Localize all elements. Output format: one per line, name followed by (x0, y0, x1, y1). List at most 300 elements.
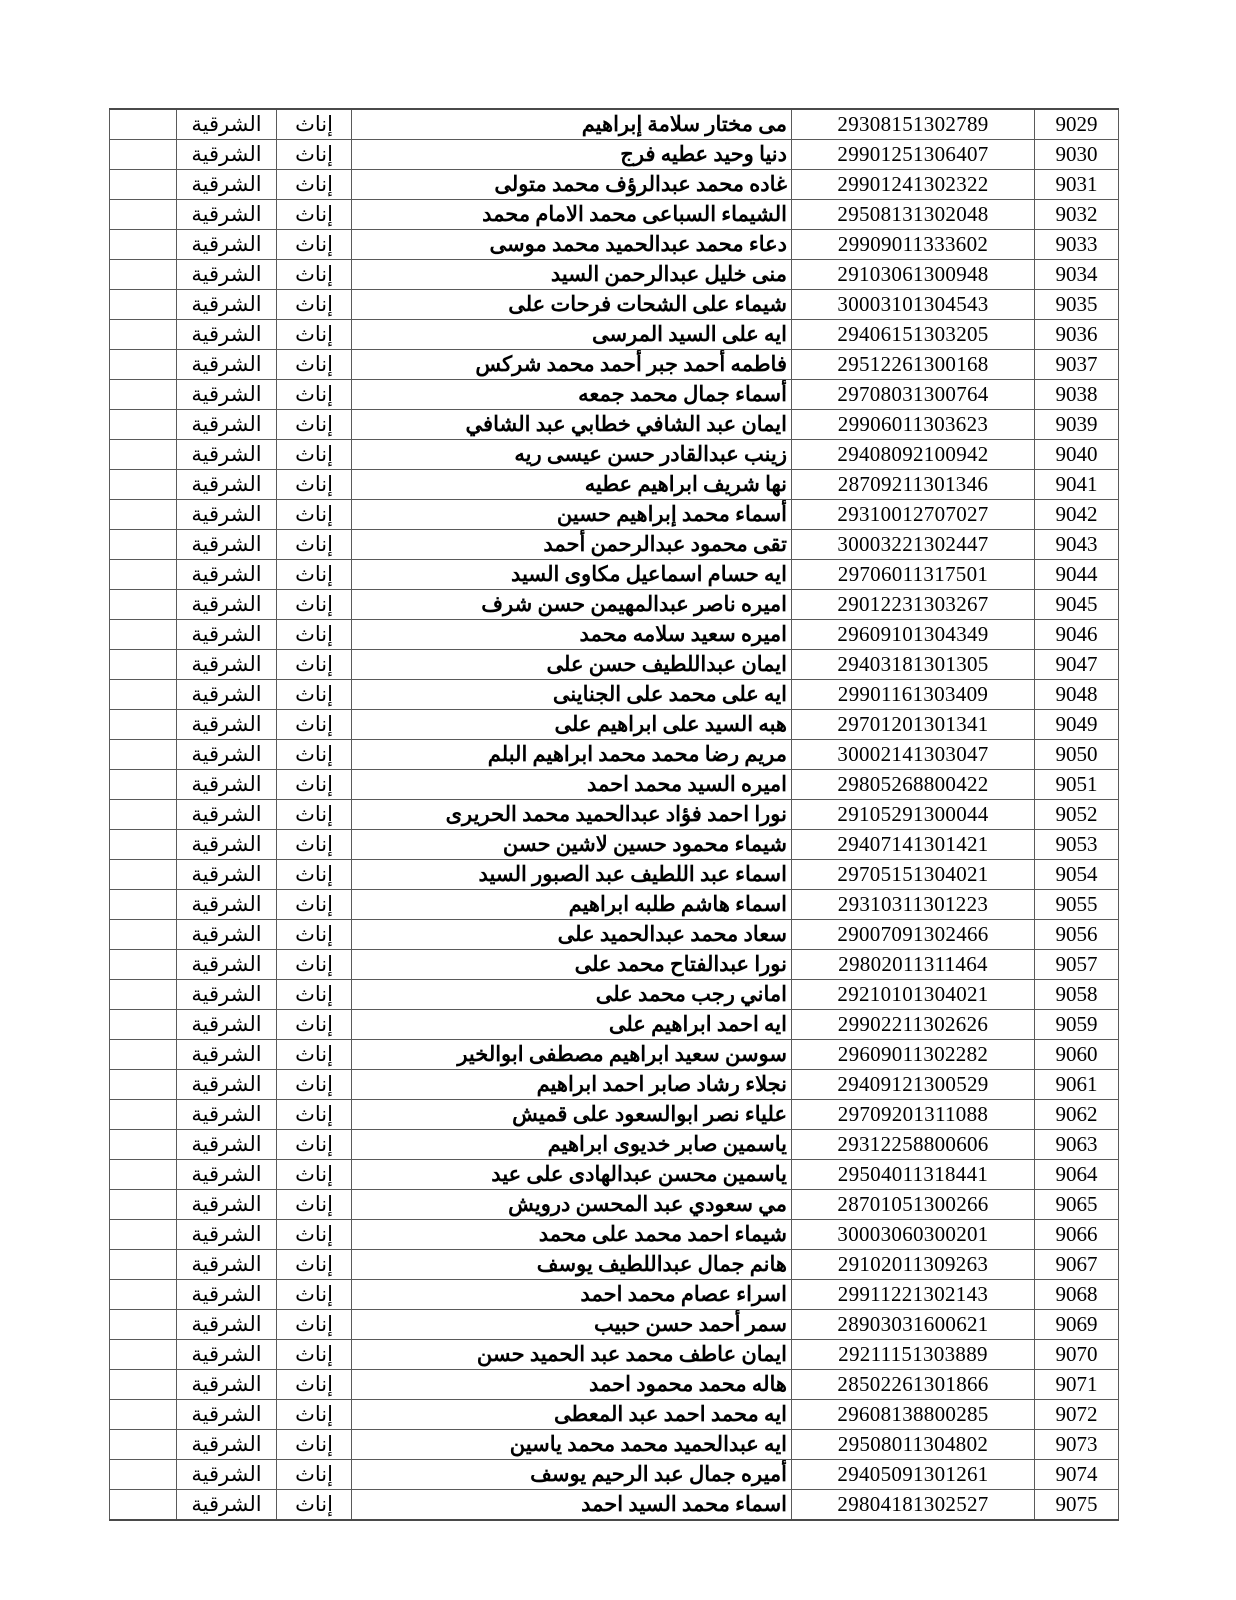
governorate-cell: الشرقية (177, 1400, 277, 1430)
blank-cell (110, 860, 177, 890)
governorate-cell: الشرقية (177, 1310, 277, 1340)
sequence-number-cell: 9049 (1035, 710, 1119, 740)
full-name-cell: دعاء محمد عبدالحميد محمد موسى (352, 230, 792, 260)
national-id-cell: 29901241302322 (792, 170, 1035, 200)
governorate-cell: الشرقية (177, 1130, 277, 1160)
blank-cell (110, 1280, 177, 1310)
table-row (110, 440, 1119, 470)
full-name-cell: أسماء جمال محمد جمعه (352, 380, 792, 410)
table-row (110, 470, 1119, 500)
national-id-cell: 29508011304802 (792, 1430, 1035, 1460)
sequence-number-cell: 9043 (1035, 530, 1119, 560)
blank-cell (110, 680, 177, 710)
gender-cell: إناث (277, 1400, 352, 1430)
full-name-cell: فاطمه أحمد جبر أحمد محمد شركس (352, 350, 792, 380)
governorate-cell: الشرقية (177, 350, 277, 380)
blank-cell (110, 980, 177, 1010)
blank-cell (110, 500, 177, 530)
gender-cell: إناث (277, 1460, 352, 1490)
national-id-cell: 29308151302789 (792, 109, 1035, 140)
national-id-cell: 29901161303409 (792, 680, 1035, 710)
gender-cell: إناث (277, 680, 352, 710)
full-name-cell: ايه على السيد المرسى (352, 320, 792, 350)
gender-cell: إناث (277, 1100, 352, 1130)
national-id-cell: 28903031600621 (792, 1310, 1035, 1340)
blank-cell (110, 710, 177, 740)
sequence-number-cell: 9058 (1035, 980, 1119, 1010)
governorate-cell: الشرقية (177, 500, 277, 530)
national-id-cell: 29407141301421 (792, 830, 1035, 860)
table-row (110, 1190, 1119, 1220)
table-row (110, 170, 1119, 200)
table-row (110, 140, 1119, 170)
governorate-cell: الشرقية (177, 230, 277, 260)
sequence-number-cell: 9037 (1035, 350, 1119, 380)
national-id-cell: 29211151303889 (792, 1340, 1035, 1370)
national-id-cell: 28701051300266 (792, 1190, 1035, 1220)
national-id-cell: 29609011302282 (792, 1040, 1035, 1070)
table-row (110, 980, 1119, 1010)
table-row (110, 1220, 1119, 1250)
national-id-cell: 29512261300168 (792, 350, 1035, 380)
table-row (110, 620, 1119, 650)
governorate-cell: الشرقية (177, 590, 277, 620)
governorate-cell: الشرقية (177, 140, 277, 170)
blank-cell (110, 440, 177, 470)
sequence-number-cell: 9036 (1035, 320, 1119, 350)
blank-cell (110, 1040, 177, 1070)
gender-cell: إناث (277, 1250, 352, 1280)
governorate-cell: الشرقية (177, 650, 277, 680)
full-name-cell: نجلاء رشاد صابر احمد ابراهيم (352, 1070, 792, 1100)
records-table-body (110, 109, 1119, 1520)
governorate-cell: الشرقية (177, 1340, 277, 1370)
full-name-cell: اسماء هاشم طلبه ابراهيم (352, 890, 792, 920)
blank-cell (110, 590, 177, 620)
governorate-cell: الشرقية (177, 320, 277, 350)
full-name-cell: نورا احمد فؤاد عبدالحميد محمد الحريرى (352, 800, 792, 830)
sequence-number-cell: 9032 (1035, 200, 1119, 230)
gender-cell: إناث (277, 560, 352, 590)
governorate-cell: الشرقية (177, 800, 277, 830)
blank-cell (110, 200, 177, 230)
full-name-cell: أميره جمال عبد الرحيم يوسف (352, 1460, 792, 1490)
sequence-number-cell: 9039 (1035, 410, 1119, 440)
table-row (110, 530, 1119, 560)
table-row (110, 1160, 1119, 1190)
national-id-cell: 29802011311464 (792, 950, 1035, 980)
blank-cell (110, 650, 177, 680)
full-name-cell: ايمان عبداللطيف حسن على (352, 650, 792, 680)
gender-cell: إناث (277, 350, 352, 380)
national-id-cell: 28502261301866 (792, 1370, 1035, 1400)
gender-cell: إناث (277, 200, 352, 230)
full-name-cell: ياسمين محسن عبدالهادى على عيد (352, 1160, 792, 1190)
gender-cell: إناث (277, 290, 352, 320)
governorate-cell: الشرقية (177, 890, 277, 920)
national-id-cell: 29405091301261 (792, 1460, 1035, 1490)
gender-cell: إناث (277, 890, 352, 920)
national-id-cell: 29911221302143 (792, 1280, 1035, 1310)
blank-cell (110, 1430, 177, 1460)
table-row (110, 1310, 1119, 1340)
table-row (110, 1280, 1119, 1310)
sequence-number-cell: 9067 (1035, 1250, 1119, 1280)
gender-cell: إناث (277, 530, 352, 560)
sequence-number-cell: 9064 (1035, 1160, 1119, 1190)
blank-cell (110, 950, 177, 980)
sequence-number-cell: 9060 (1035, 1040, 1119, 1070)
national-id-cell: 29102011309263 (792, 1250, 1035, 1280)
national-id-cell: 29906011303623 (792, 410, 1035, 440)
sequence-number-cell: 9066 (1035, 1220, 1119, 1250)
gender-cell: إناث (277, 470, 352, 500)
national-id-cell: 29909011333602 (792, 230, 1035, 260)
national-id-cell: 29901251306407 (792, 140, 1035, 170)
national-id-cell: 28709211301346 (792, 470, 1035, 500)
full-name-cell: ايه على محمد على الجناينى (352, 680, 792, 710)
gender-cell: إناث (277, 710, 352, 740)
gender-cell: إناث (277, 920, 352, 950)
table-row (110, 710, 1119, 740)
governorate-cell: الشرقية (177, 740, 277, 770)
governorate-cell: الشرقية (177, 860, 277, 890)
national-id-cell: 29105291300044 (792, 800, 1035, 830)
full-name-cell: اماني رجب محمد على (352, 980, 792, 1010)
blank-cell (110, 560, 177, 590)
full-name-cell: ايمان عاطف محمد عبد الحميد حسن (352, 1340, 792, 1370)
blank-cell (110, 1340, 177, 1370)
gender-cell: إناث (277, 109, 352, 140)
blank-cell (110, 140, 177, 170)
table-row (110, 890, 1119, 920)
national-id-cell: 29409121300529 (792, 1070, 1035, 1100)
sequence-number-cell: 9059 (1035, 1010, 1119, 1040)
governorate-cell: الشرقية (177, 710, 277, 740)
national-id-cell: 29103061300948 (792, 260, 1035, 290)
full-name-cell: هاله محمد محمود احمد (352, 1370, 792, 1400)
table-row (110, 860, 1119, 890)
gender-cell: إناث (277, 440, 352, 470)
sequence-number-cell: 9070 (1035, 1340, 1119, 1370)
table-row (110, 740, 1119, 770)
gender-cell: إناث (277, 500, 352, 530)
blank-cell (110, 800, 177, 830)
sequence-number-cell: 9055 (1035, 890, 1119, 920)
blank-cell (110, 1400, 177, 1430)
table-row (110, 410, 1119, 440)
table-row (110, 500, 1119, 530)
blank-cell (110, 1070, 177, 1100)
governorate-cell: الشرقية (177, 1010, 277, 1040)
gender-cell: إناث (277, 1220, 352, 1250)
table-row (110, 260, 1119, 290)
national-id-cell: 29403181301305 (792, 650, 1035, 680)
national-id-cell: 29508131302048 (792, 200, 1035, 230)
national-id-cell: 29705151304021 (792, 860, 1035, 890)
gender-cell: إناث (277, 1010, 352, 1040)
table-row (110, 950, 1119, 980)
blank-cell (110, 320, 177, 350)
gender-cell: إناث (277, 1190, 352, 1220)
sequence-number-cell: 9035 (1035, 290, 1119, 320)
sequence-number-cell: 9062 (1035, 1100, 1119, 1130)
full-name-cell: سمر أحمد حسن حبيب (352, 1310, 792, 1340)
records-table (109, 108, 1119, 1521)
blank-cell (110, 1370, 177, 1400)
full-name-cell: ياسمين صابر خديوى ابراهيم (352, 1130, 792, 1160)
gender-cell: إناث (277, 650, 352, 680)
governorate-cell: الشرقية (177, 440, 277, 470)
governorate-cell: الشرقية (177, 1220, 277, 1250)
gender-cell: إناث (277, 590, 352, 620)
gender-cell: إناث (277, 950, 352, 980)
table-row (110, 1070, 1119, 1100)
full-name-cell: شيماء على الشحات فرحات على (352, 290, 792, 320)
national-id-cell: 29706011317501 (792, 560, 1035, 590)
gender-cell: إناث (277, 1130, 352, 1160)
gender-cell: إناث (277, 980, 352, 1010)
full-name-cell: اميره ناصر عبدالمهيمن حسن شرف (352, 590, 792, 620)
governorate-cell: الشرقية (177, 1430, 277, 1460)
blank-cell (110, 770, 177, 800)
gender-cell: إناث (277, 1340, 352, 1370)
governorate-cell: الشرقية (177, 170, 277, 200)
gender-cell: إناث (277, 1280, 352, 1310)
national-id-cell: 29708031300764 (792, 380, 1035, 410)
full-name-cell: هانم جمال عبداللطيف يوسف (352, 1250, 792, 1280)
table-row (110, 1130, 1119, 1160)
table-row (110, 380, 1119, 410)
table-row (110, 650, 1119, 680)
full-name-cell: نها شريف ابراهيم عطيه (352, 470, 792, 500)
full-name-cell: سعاد محمد عبدالحميد على (352, 920, 792, 950)
sequence-number-cell: 9053 (1035, 830, 1119, 860)
sequence-number-cell: 9050 (1035, 740, 1119, 770)
national-id-cell: 29012231303267 (792, 590, 1035, 620)
gender-cell: إناث (277, 260, 352, 290)
sequence-number-cell: 9052 (1035, 800, 1119, 830)
table-row (110, 200, 1119, 230)
national-id-cell: 29504011318441 (792, 1160, 1035, 1190)
governorate-cell: الشرقية (177, 680, 277, 710)
full-name-cell: ايه عبدالحميد محمد محمد ياسين (352, 1430, 792, 1460)
blank-cell (110, 1310, 177, 1340)
full-name-cell: اسماء محمد السيد احمد (352, 1490, 792, 1521)
governorate-cell: الشرقية (177, 1100, 277, 1130)
sequence-number-cell: 9074 (1035, 1460, 1119, 1490)
table-row (110, 230, 1119, 260)
table-row (110, 320, 1119, 350)
sequence-number-cell: 9047 (1035, 650, 1119, 680)
governorate-cell: الشرقية (177, 830, 277, 860)
full-name-cell: علياء نصر ابوالسعود على قميش (352, 1100, 792, 1130)
blank-cell (110, 170, 177, 200)
full-name-cell: شيماء احمد محمد على محمد (352, 1220, 792, 1250)
governorate-cell: الشرقية (177, 1040, 277, 1070)
sequence-number-cell: 9044 (1035, 560, 1119, 590)
full-name-cell: ايه حسام اسماعيل مكاوى السيد (352, 560, 792, 590)
gender-cell: إناث (277, 800, 352, 830)
sequence-number-cell: 9048 (1035, 680, 1119, 710)
national-id-cell: 30003221302447 (792, 530, 1035, 560)
blank-cell (110, 1130, 177, 1160)
sequence-number-cell: 9073 (1035, 1430, 1119, 1460)
national-id-cell: 29210101304021 (792, 980, 1035, 1010)
blank-cell (110, 380, 177, 410)
blank-cell (110, 830, 177, 860)
table-row (110, 830, 1119, 860)
sequence-number-cell: 9063 (1035, 1130, 1119, 1160)
sequence-number-cell: 9041 (1035, 470, 1119, 500)
table-row (110, 1340, 1119, 1370)
sequence-number-cell: 9033 (1035, 230, 1119, 260)
governorate-cell: الشرقية (177, 1280, 277, 1310)
table-row (110, 770, 1119, 800)
full-name-cell: سوسن سعيد ابراهيم مصطفى ابوالخير (352, 1040, 792, 1070)
blank-cell (110, 1010, 177, 1040)
governorate-cell: الشرقية (177, 1490, 277, 1521)
gender-cell: إناث (277, 170, 352, 200)
governorate-cell: الشرقية (177, 950, 277, 980)
blank-cell (110, 1160, 177, 1190)
full-name-cell: شيماء محمود حسين لاشين حسن (352, 830, 792, 860)
governorate-cell: الشرقية (177, 1190, 277, 1220)
governorate-cell: الشرقية (177, 290, 277, 320)
gender-cell: إناث (277, 620, 352, 650)
national-id-cell: 29007091302466 (792, 920, 1035, 950)
gender-cell: إناث (277, 1040, 352, 1070)
sequence-number-cell: 9061 (1035, 1070, 1119, 1100)
full-name-cell: أسماء محمد إبراهيم حسين (352, 500, 792, 530)
table-row (110, 109, 1119, 140)
full-name-cell: ايه محمد احمد عبد المعطى (352, 1400, 792, 1430)
national-id-cell: 29804181302527 (792, 1490, 1035, 1521)
gender-cell: إناث (277, 830, 352, 860)
national-id-cell: 30003101304543 (792, 290, 1035, 320)
sequence-number-cell: 9071 (1035, 1370, 1119, 1400)
governorate-cell: الشرقية (177, 410, 277, 440)
full-name-cell: غاده محمد عبدالرؤف محمد متولى (352, 170, 792, 200)
table-row (110, 680, 1119, 710)
national-id-cell: 29408092100942 (792, 440, 1035, 470)
national-id-cell: 29709201311088 (792, 1100, 1035, 1130)
governorate-cell: الشرقية (177, 920, 277, 950)
governorate-cell: الشرقية (177, 380, 277, 410)
full-name-cell: مى مختار سلامة إبراهيم (352, 109, 792, 140)
blank-cell (110, 1100, 177, 1130)
full-name-cell: اميره السيد محمد احمد (352, 770, 792, 800)
governorate-cell: الشرقية (177, 980, 277, 1010)
table-row (110, 1010, 1119, 1040)
gender-cell: إناث (277, 380, 352, 410)
blank-cell (110, 890, 177, 920)
sequence-number-cell: 9068 (1035, 1280, 1119, 1310)
governorate-cell: الشرقية (177, 109, 277, 140)
gender-cell: إناث (277, 140, 352, 170)
blank-cell (110, 1190, 177, 1220)
table-row (110, 1040, 1119, 1070)
blank-cell (110, 920, 177, 950)
blank-cell (110, 410, 177, 440)
blank-cell (110, 620, 177, 650)
table-row (110, 1490, 1119, 1521)
sequence-number-cell: 9030 (1035, 140, 1119, 170)
blank-cell (110, 230, 177, 260)
blank-cell (110, 1460, 177, 1490)
governorate-cell: الشرقية (177, 470, 277, 500)
gender-cell: إناث (277, 860, 352, 890)
gender-cell: إناث (277, 410, 352, 440)
governorate-cell: الشرقية (177, 1250, 277, 1280)
gender-cell: إناث (277, 1490, 352, 1521)
full-name-cell: ايمان عبد الشافي خطابي عبد الشافي (352, 410, 792, 440)
sequence-number-cell: 9038 (1035, 380, 1119, 410)
sequence-number-cell: 9065 (1035, 1190, 1119, 1220)
blank-cell (110, 530, 177, 560)
national-id-cell: 29701201301341 (792, 710, 1035, 740)
table-row (110, 1370, 1119, 1400)
full-name-cell: هبه السيد على ابراهيم على (352, 710, 792, 740)
national-id-cell: 29406151303205 (792, 320, 1035, 350)
sequence-number-cell: 9054 (1035, 860, 1119, 890)
blank-cell (110, 109, 177, 140)
governorate-cell: الشرقية (177, 260, 277, 290)
sequence-number-cell: 9056 (1035, 920, 1119, 950)
sequence-number-cell: 9075 (1035, 1490, 1119, 1521)
national-id-cell: 29310311301223 (792, 890, 1035, 920)
governorate-cell: الشرقية (177, 560, 277, 590)
national-id-cell: 30003060300201 (792, 1220, 1035, 1250)
gender-cell: إناث (277, 740, 352, 770)
blank-cell (110, 290, 177, 320)
blank-cell (110, 1490, 177, 1521)
table-row (110, 290, 1119, 320)
table-row (110, 1100, 1119, 1130)
records-table-container (110, 108, 1119, 1521)
national-id-cell: 29805268800422 (792, 770, 1035, 800)
sequence-number-cell: 9034 (1035, 260, 1119, 290)
blank-cell (110, 740, 177, 770)
sequence-number-cell: 9042 (1035, 500, 1119, 530)
governorate-cell: الشرقية (177, 770, 277, 800)
full-name-cell: دنيا وحيد عطيه فرج (352, 140, 792, 170)
gender-cell: إناث (277, 230, 352, 260)
sequence-number-cell: 9072 (1035, 1400, 1119, 1430)
gender-cell: إناث (277, 1370, 352, 1400)
governorate-cell: الشرقية (177, 620, 277, 650)
gender-cell: إناث (277, 320, 352, 350)
table-row (110, 1460, 1119, 1490)
full-name-cell: زينب عبدالقادر حسن عيسى ريه (352, 440, 792, 470)
national-id-cell: 29312258800606 (792, 1130, 1035, 1160)
gender-cell: إناث (277, 1070, 352, 1100)
table-row (110, 920, 1119, 950)
table-row (110, 1430, 1119, 1460)
full-name-cell: مريم رضا محمد محمد ابراهيم البلم (352, 740, 792, 770)
sequence-number-cell: 9051 (1035, 770, 1119, 800)
governorate-cell: الشرقية (177, 1460, 277, 1490)
table-row (110, 1400, 1119, 1430)
table-row (110, 800, 1119, 830)
table-row (110, 350, 1119, 380)
sequence-number-cell: 9069 (1035, 1310, 1119, 1340)
gender-cell: إناث (277, 770, 352, 800)
governorate-cell: الشرقية (177, 1370, 277, 1400)
full-name-cell: ايه احمد ابراهيم على (352, 1010, 792, 1040)
national-id-cell: 30002141303047 (792, 740, 1035, 770)
blank-cell (110, 470, 177, 500)
